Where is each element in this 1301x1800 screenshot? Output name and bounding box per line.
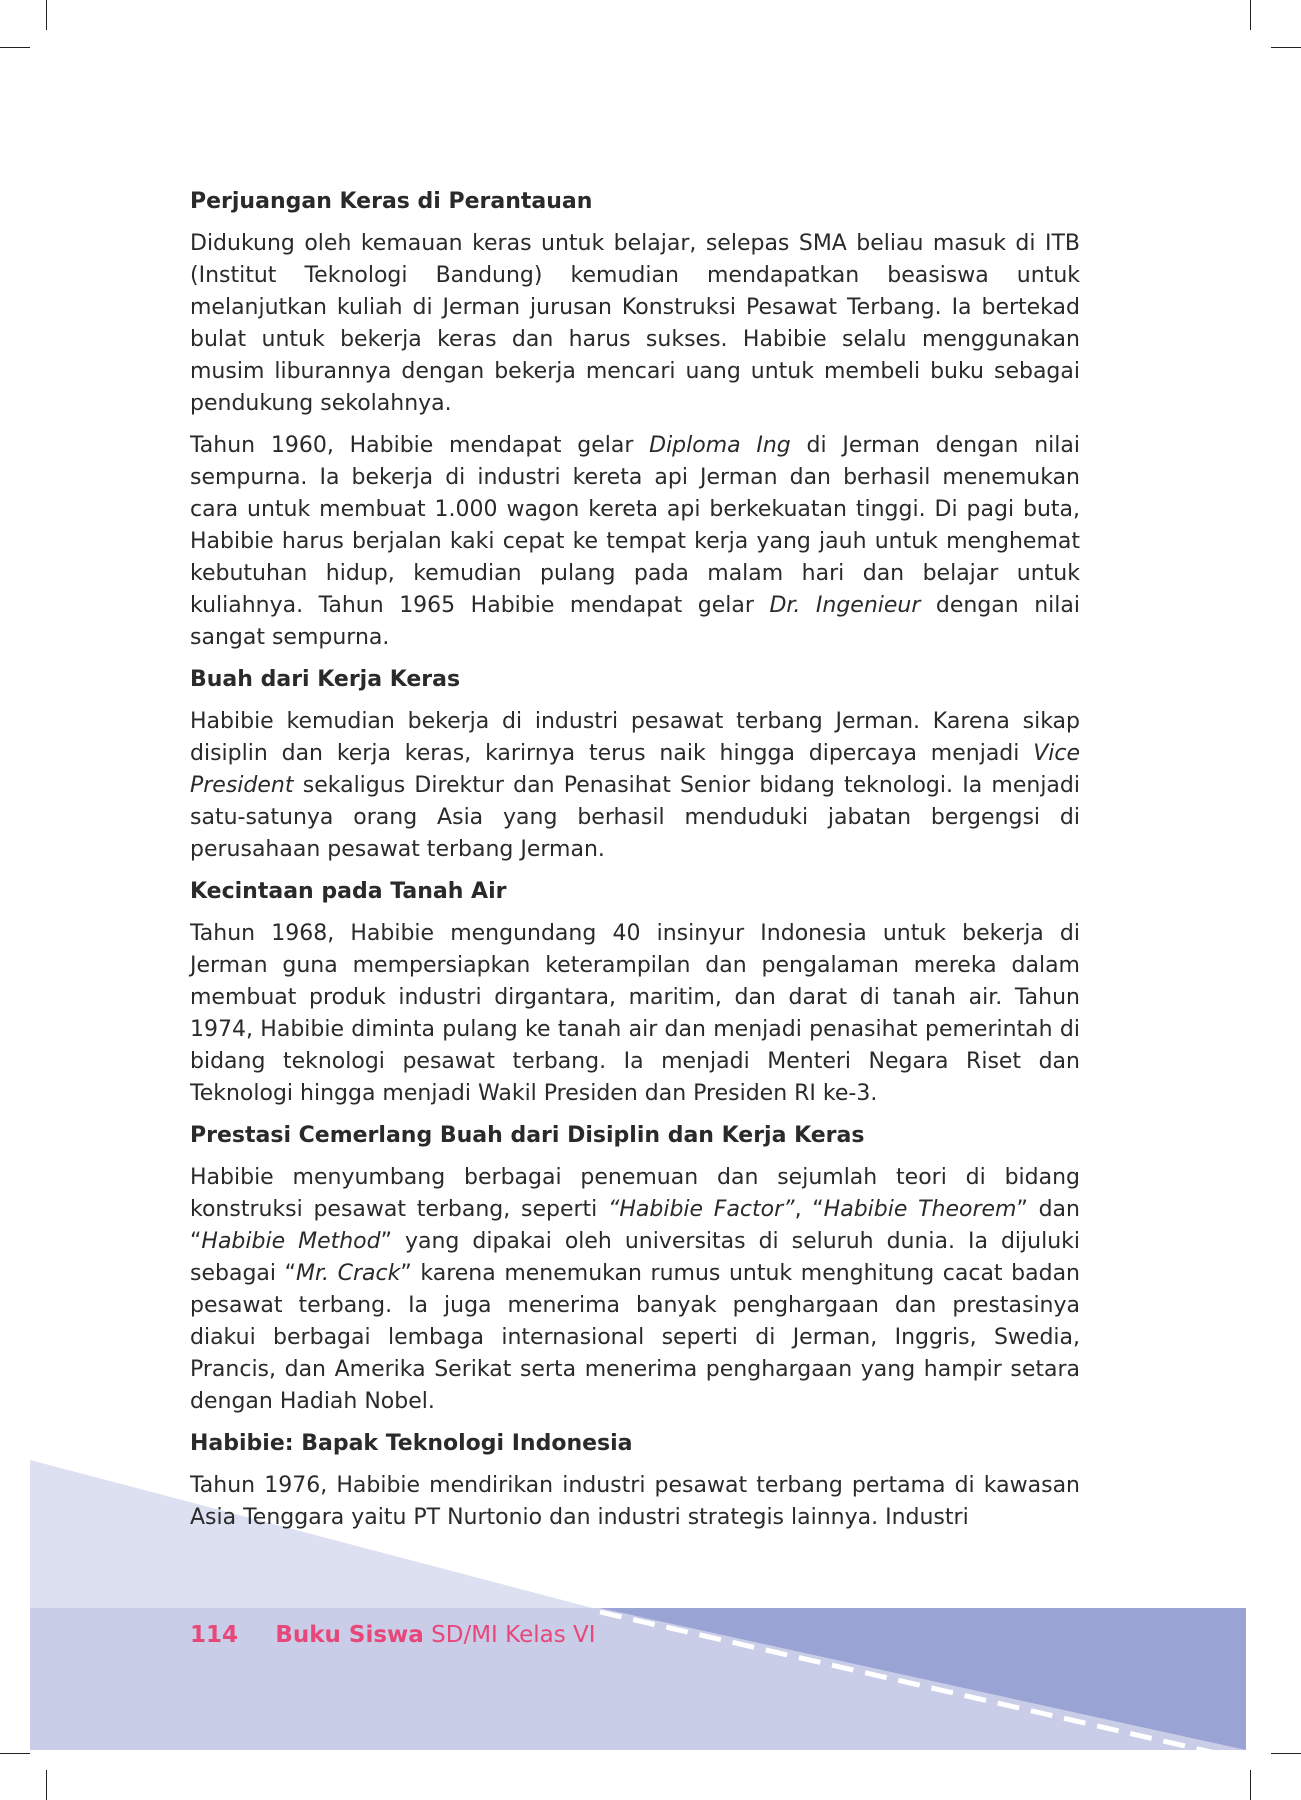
italic-term: Mr. Crack [296,1261,401,1286]
section-heading: Buah dari Kerja Keras [190,667,461,692]
section-paragraph [190,1470,1080,1534]
page-number: 114 [190,1622,239,1648]
section-paragraph [190,706,1080,866]
section-heading: Perjuangan Keras di Perantauan [190,189,593,214]
section-paragraph [190,228,1080,420]
text-run: Didukung oleh kemauan keras untuk belajar, selepas SMA beliau masuk di ITB (Institut Teknologi Bandung) kemudian mendapatkan beasiswa untuk melanjutkan kuliah di Jerman jurusan Konstruksi Pesawat Terbang. Ia bertekad bulat untuk bekerja keras dan harus sukses. Habibie selalu menggunakan musim liburannya dengan bekerja mencari uang untuk membeli buku sebagai pendukung sekolahnya. [190,231,1080,416]
section-heading: Prestasi Cemerlang Buah dari Disiplin dan Kerja Keras [190,1123,865,1148]
text-run: Habibie menyumbang berbagai penemuan dan sejumlah teori di bidang konstruksi pesawat terbang, seperti [190,1165,1080,1222]
book-title: Buku Siswa [275,1622,424,1648]
article-body [190,186,1080,1544]
page-footer [190,1622,596,1648]
italic-term: Dr. Ingenieur [769,593,921,618]
class-label: SD/MI Kelas VI [431,1622,596,1648]
text-run: , “ [794,1197,824,1222]
text-run: ” yang dipakai oleh universitas di seluruh dunia. Ia dijuluki sebagai “ [190,1229,1080,1286]
italic-term: Habibie Method [201,1229,381,1254]
italic-term: “Habibie Factor” [607,1197,795,1222]
italic-term: Diploma Ing [649,433,791,458]
section-heading: Habibie: Bapak Teknologi Indonesia [190,1431,633,1456]
italic-term: Habibie Theorem [823,1197,1017,1222]
text-run: Tahun 1968, Habibie mengundang 40 insinyur Indonesia untuk bekerja di Jerman guna mempersiapkan keterampilan dan pengalaman mereka dalam membuat produk industri dirgantara, maritim, dan darat di tanah air. Tahun 1974, Habibie diminta pulang ke tanah air dan menjadi penasihat pemerintah di bidang teknologi pesawat terbang. Ia menjadi Menteri Negara Riset dan Teknologi hingga menjadi Wakil Presiden dan Presiden RI ke-3. [190,921,1080,1106]
text-run: Habibie kemudian bekerja di industri pesawat terbang Jerman. Karena sikap disiplin dan kerja keras, karirnya terus naik hingga dipercaya menjadi [190,709,1080,766]
text-run: ” dan “ [190,1197,1080,1254]
section-heading: Kecintaan pada Tanah Air [190,879,507,904]
section-paragraph [190,918,1080,1110]
text-run: ” karena menemukan rumus untuk menghitung cacat badan pesawat terbang. Ia juga menerima banyak penghargaan dan prestasinya diakui berbagai lembaga internasional seperti di Jerman, Inggris, Swedia, Prancis, dan Amerika Serikat serta menerima penghargaan yang hampir setara dengan Hadiah Nobel. [190,1261,1080,1414]
text-run: sekaligus Direktur dan Penasihat Senior bidang teknologi. Ia menjadi satu-satunya orang Asia yang berhasil menduduki jabatan bergengsi di perusahaan pesawat terbang Jerman. [190,773,1080,862]
italic-term: Vice President [190,741,1080,798]
text-run: Tahun 1960, Habibie mendapat gelar [190,433,650,458]
section-paragraph [190,430,1080,654]
text-run: dengan nilai sangat sempurna. [190,593,1080,650]
text-run: di Jerman dengan nilai sempurna. Ia bekerja di industri kereta api Jerman dan berhasil menemukan cara untuk membuat 1.000 wagon kereta api berkekuatan tinggi. Di pagi buta, Habibie harus berjalan kaki cepat ke tempat kerja yang jauh untuk menghemat kebutuhan hidup, kemudian pulang pada malam hari dan belajar untuk kuliahnya. Tahun 1965 Habibie mendapat gelar [190,433,1080,618]
section-paragraph [190,1162,1080,1418]
text-run: Tahun 1976, Habibie mendirikan industri pesawat terbang pertama di kawasan Asia Tenggara yaitu PT Nurtonio dan industri strategis lainnya. Industri [190,1473,1080,1530]
